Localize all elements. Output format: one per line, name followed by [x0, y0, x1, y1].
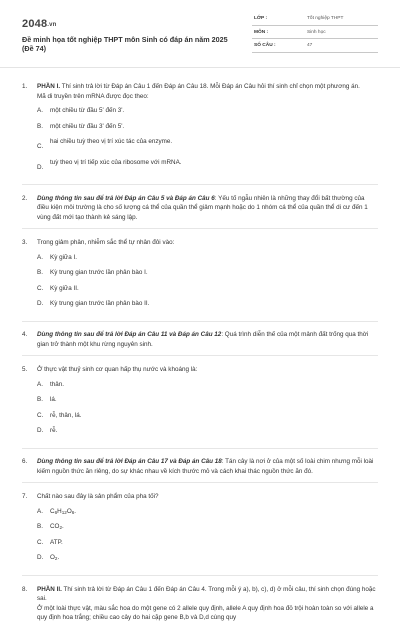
meta-value: Sinh học — [307, 29, 326, 35]
formula-part: . — [74, 507, 77, 515]
question-divider — [22, 575, 378, 576]
site-logo[interactable] — [22, 18, 57, 30]
question-body: Thí sinh trả lời từ Đáp án Câu 1 đến Đáp án Câu 4. Trong mỗi ý a), b), c), d) ở mỗi câu, thí sinh chọn đúng hoặc sai. — [37, 585, 376, 603]
formula-part: . — [62, 523, 64, 531]
question-5 — [22, 365, 378, 442]
header-divider — [0, 67, 400, 68]
option-text — [50, 553, 209, 563]
question-number: 7. — [22, 493, 28, 501]
question-divider — [22, 482, 378, 483]
question-number: 1. — [22, 83, 28, 90]
formula-part: H — [57, 507, 62, 515]
meta-table — [252, 12, 378, 53]
answer-option[interactable] — [37, 106, 209, 116]
option-letter: D. — [37, 554, 44, 562]
answer-option[interactable] — [37, 122, 209, 132]
question-divider — [22, 355, 378, 356]
answer-options — [37, 380, 378, 442]
question-text — [37, 585, 378, 623]
formula-subscript: 6 — [71, 509, 75, 515]
option-letter: A. — [37, 107, 43, 114]
question-number: 6. — [22, 458, 28, 466]
option-letter: D. — [37, 427, 44, 435]
option-text — [50, 507, 209, 517]
question-number: 8. — [22, 585, 28, 593]
question-body: : Quá trình diễn thế của một mảnh đất trống qua thời gian trở thành một khu rừng nguyên sinh. — [37, 331, 369, 348]
formula-subscript: 2 — [54, 556, 58, 562]
formula-part: O — [50, 554, 55, 562]
option-text: Kỳ giữa II. — [50, 284, 79, 292]
answer-option[interactable] — [37, 426, 209, 436]
option-letter: B. — [37, 269, 43, 277]
answer-option[interactable] — [37, 137, 209, 152]
question-3 — [22, 238, 378, 315]
answer-option[interactable] — [37, 268, 209, 278]
question-number: 2. — [22, 194, 28, 202]
part-label: PHẦN I. — [37, 83, 61, 90]
option-text: hai chiều tuỳ theo vị trí xúc tác của enzyme. — [50, 138, 173, 145]
option-text: lá. — [50, 396, 57, 404]
meta-value: Tốt nghiệp THPT — [307, 16, 344, 21]
option-letter: A. — [37, 507, 43, 515]
question-text — [37, 82, 378, 101]
formula-part: O — [66, 507, 72, 515]
question-text — [37, 330, 378, 349]
meta-label: SỐ CÂU : — [254, 43, 276, 48]
option-letter: C. — [37, 143, 44, 150]
question-number: 3. — [22, 239, 28, 247]
option-text: một chiều từ đầu 5' đến 3'. — [50, 107, 125, 114]
question-prompt: Mã di truyền trên mRNA được đọc theo: — [37, 92, 149, 100]
answer-option[interactable] — [37, 411, 209, 421]
question-lead: Dùng thông tin sau để trả lời Đáp án Câu 11 và Đáp án Câu 12 — [37, 331, 222, 339]
option-letter: C. — [37, 538, 44, 546]
option-letter: D. — [37, 300, 44, 308]
question-4 — [22, 330, 378, 349]
answer-options — [37, 106, 378, 178]
option-letter: B. — [37, 523, 43, 531]
question-8 — [22, 585, 378, 623]
question-number: 4. — [22, 331, 28, 339]
question-divider — [22, 228, 378, 229]
question-7 — [22, 492, 378, 569]
option-letter: D. — [37, 163, 44, 171]
question-text: Chất nào sau đây là sản phẩm của pha tối? — [37, 493, 159, 501]
formula-subscript: 12 — [61, 509, 67, 515]
formula-part: C — [50, 507, 55, 515]
meta-value: 47 — [307, 43, 313, 48]
option-text: ATP. — [50, 538, 63, 546]
question-text: Trong giảm phân, nhiễm sắc thể tự nhân đôi vào: — [37, 239, 175, 247]
question-6 — [22, 457, 378, 476]
question-2 — [22, 194, 378, 223]
answer-option[interactable] — [37, 395, 209, 405]
question-prompt: Ở một loài thực vật, màu sắc hoa do một gene có 2 allele quy định, allele A quy định hoa đỏ trội hoàn toàn so với allele a quy định hoa trắng; chiều cao cây do hai cặp gene B,b và D,d cùng quy — [37, 604, 374, 622]
answer-option[interactable] — [37, 158, 209, 173]
logo-suffix: .vn — [47, 22, 57, 28]
question-body: : Tán cây là nơi ở của một số loài chim nhưng mỗi loài kiếm nguồn thức ăn riêng, do sự khác nhau về kích thước mỏ và cách khai thác nguồn thức ăn đó. — [37, 458, 374, 475]
meta-row-class — [252, 12, 378, 26]
question-lead: Dùng thông tin sau để trả lời Đáp án Câu 17 và Đáp án Câu 18 — [37, 458, 222, 466]
answer-option[interactable] — [37, 522, 209, 532]
option-text — [50, 522, 209, 532]
formula-part: . — [57, 554, 60, 562]
answer-option[interactable] — [37, 299, 209, 309]
question-text — [37, 457, 378, 476]
meta-label: LỚP : — [254, 16, 268, 21]
question-text: Ở thực vật thuỷ sinh cơ quan hấp thụ nước và khoáng là: — [37, 366, 198, 374]
document-header — [22, 12, 378, 62]
question-number: 5. — [22, 366, 28, 374]
question-1 — [22, 82, 378, 178]
answer-option[interactable] — [37, 380, 209, 390]
answer-options — [37, 507, 378, 569]
question-lead: Dùng thông tin sau để trả lời Đáp án Câu 5 và Đáp án Câu 6 — [37, 194, 215, 202]
option-letter: C. — [37, 411, 44, 419]
logo-text: 2048 — [22, 18, 48, 30]
document-title: Đề minh họa tốt nghiệp THPT môn Sinh có đáp án năm 2025 (Đề 74) — [22, 35, 228, 53]
answer-options — [37, 253, 378, 315]
option-text: rễ. — [50, 427, 58, 435]
formula-part: CO — [50, 523, 60, 531]
option-text: Kỳ giữa I. — [50, 253, 77, 261]
option-letter: A. — [37, 253, 43, 261]
formula-subscript: 2 — [59, 525, 63, 531]
question-text — [37, 194, 378, 223]
option-letter: A. — [37, 380, 43, 388]
question-divider — [22, 184, 378, 185]
answer-option[interactable] — [37, 253, 209, 263]
option-text: tuỳ theo vị trí tiếp xúc của ribosome với mRNA. — [50, 158, 182, 166]
answer-option[interactable] — [37, 538, 209, 548]
question-body: Thí sinh trả lời từ Đáp án Câu 1 đến Đáp án Câu 18. Mỗi Đáp án Câu hỏi thí sinh chỉ chọn một phương án. — [60, 83, 360, 90]
question-divider — [22, 448, 378, 449]
option-letter: C. — [37, 284, 44, 292]
meta-label: MÔN : — [254, 29, 269, 35]
option-text: thân. — [50, 380, 65, 388]
question-divider — [22, 321, 378, 322]
answer-option[interactable] — [37, 284, 209, 294]
part-label: PHẦN II. — [37, 585, 62, 593]
question-list — [22, 82, 378, 623]
meta-row-count — [252, 39, 378, 53]
option-text: một chiều từ đầu 3' đến 5'. — [50, 122, 125, 130]
meta-row-subject — [252, 26, 378, 40]
option-letter: B. — [37, 396, 43, 404]
formula-subscript: 6 — [54, 509, 58, 515]
option-text: Kỳ trung gian trước lần phân bào I. — [50, 269, 148, 277]
answer-option[interactable] — [37, 507, 209, 517]
answer-option[interactable] — [37, 553, 209, 563]
option-text: Kỳ trung gian trước lần phân bào II. — [50, 300, 150, 308]
option-letter: B. — [37, 122, 43, 130]
question-body: : Yếu tố ngẫu nhiên là những thay đổi bất thường của điều kiện môi trường là cho số lượng cá thể của quần thể giảm mạnh hoặc do 1 nhóm cá thể của quần thể di cư đến 1 vùng đất mới tạo thành kẻ sáng lập. — [37, 194, 368, 221]
option-text: rễ, thân, lá. — [50, 411, 82, 419]
